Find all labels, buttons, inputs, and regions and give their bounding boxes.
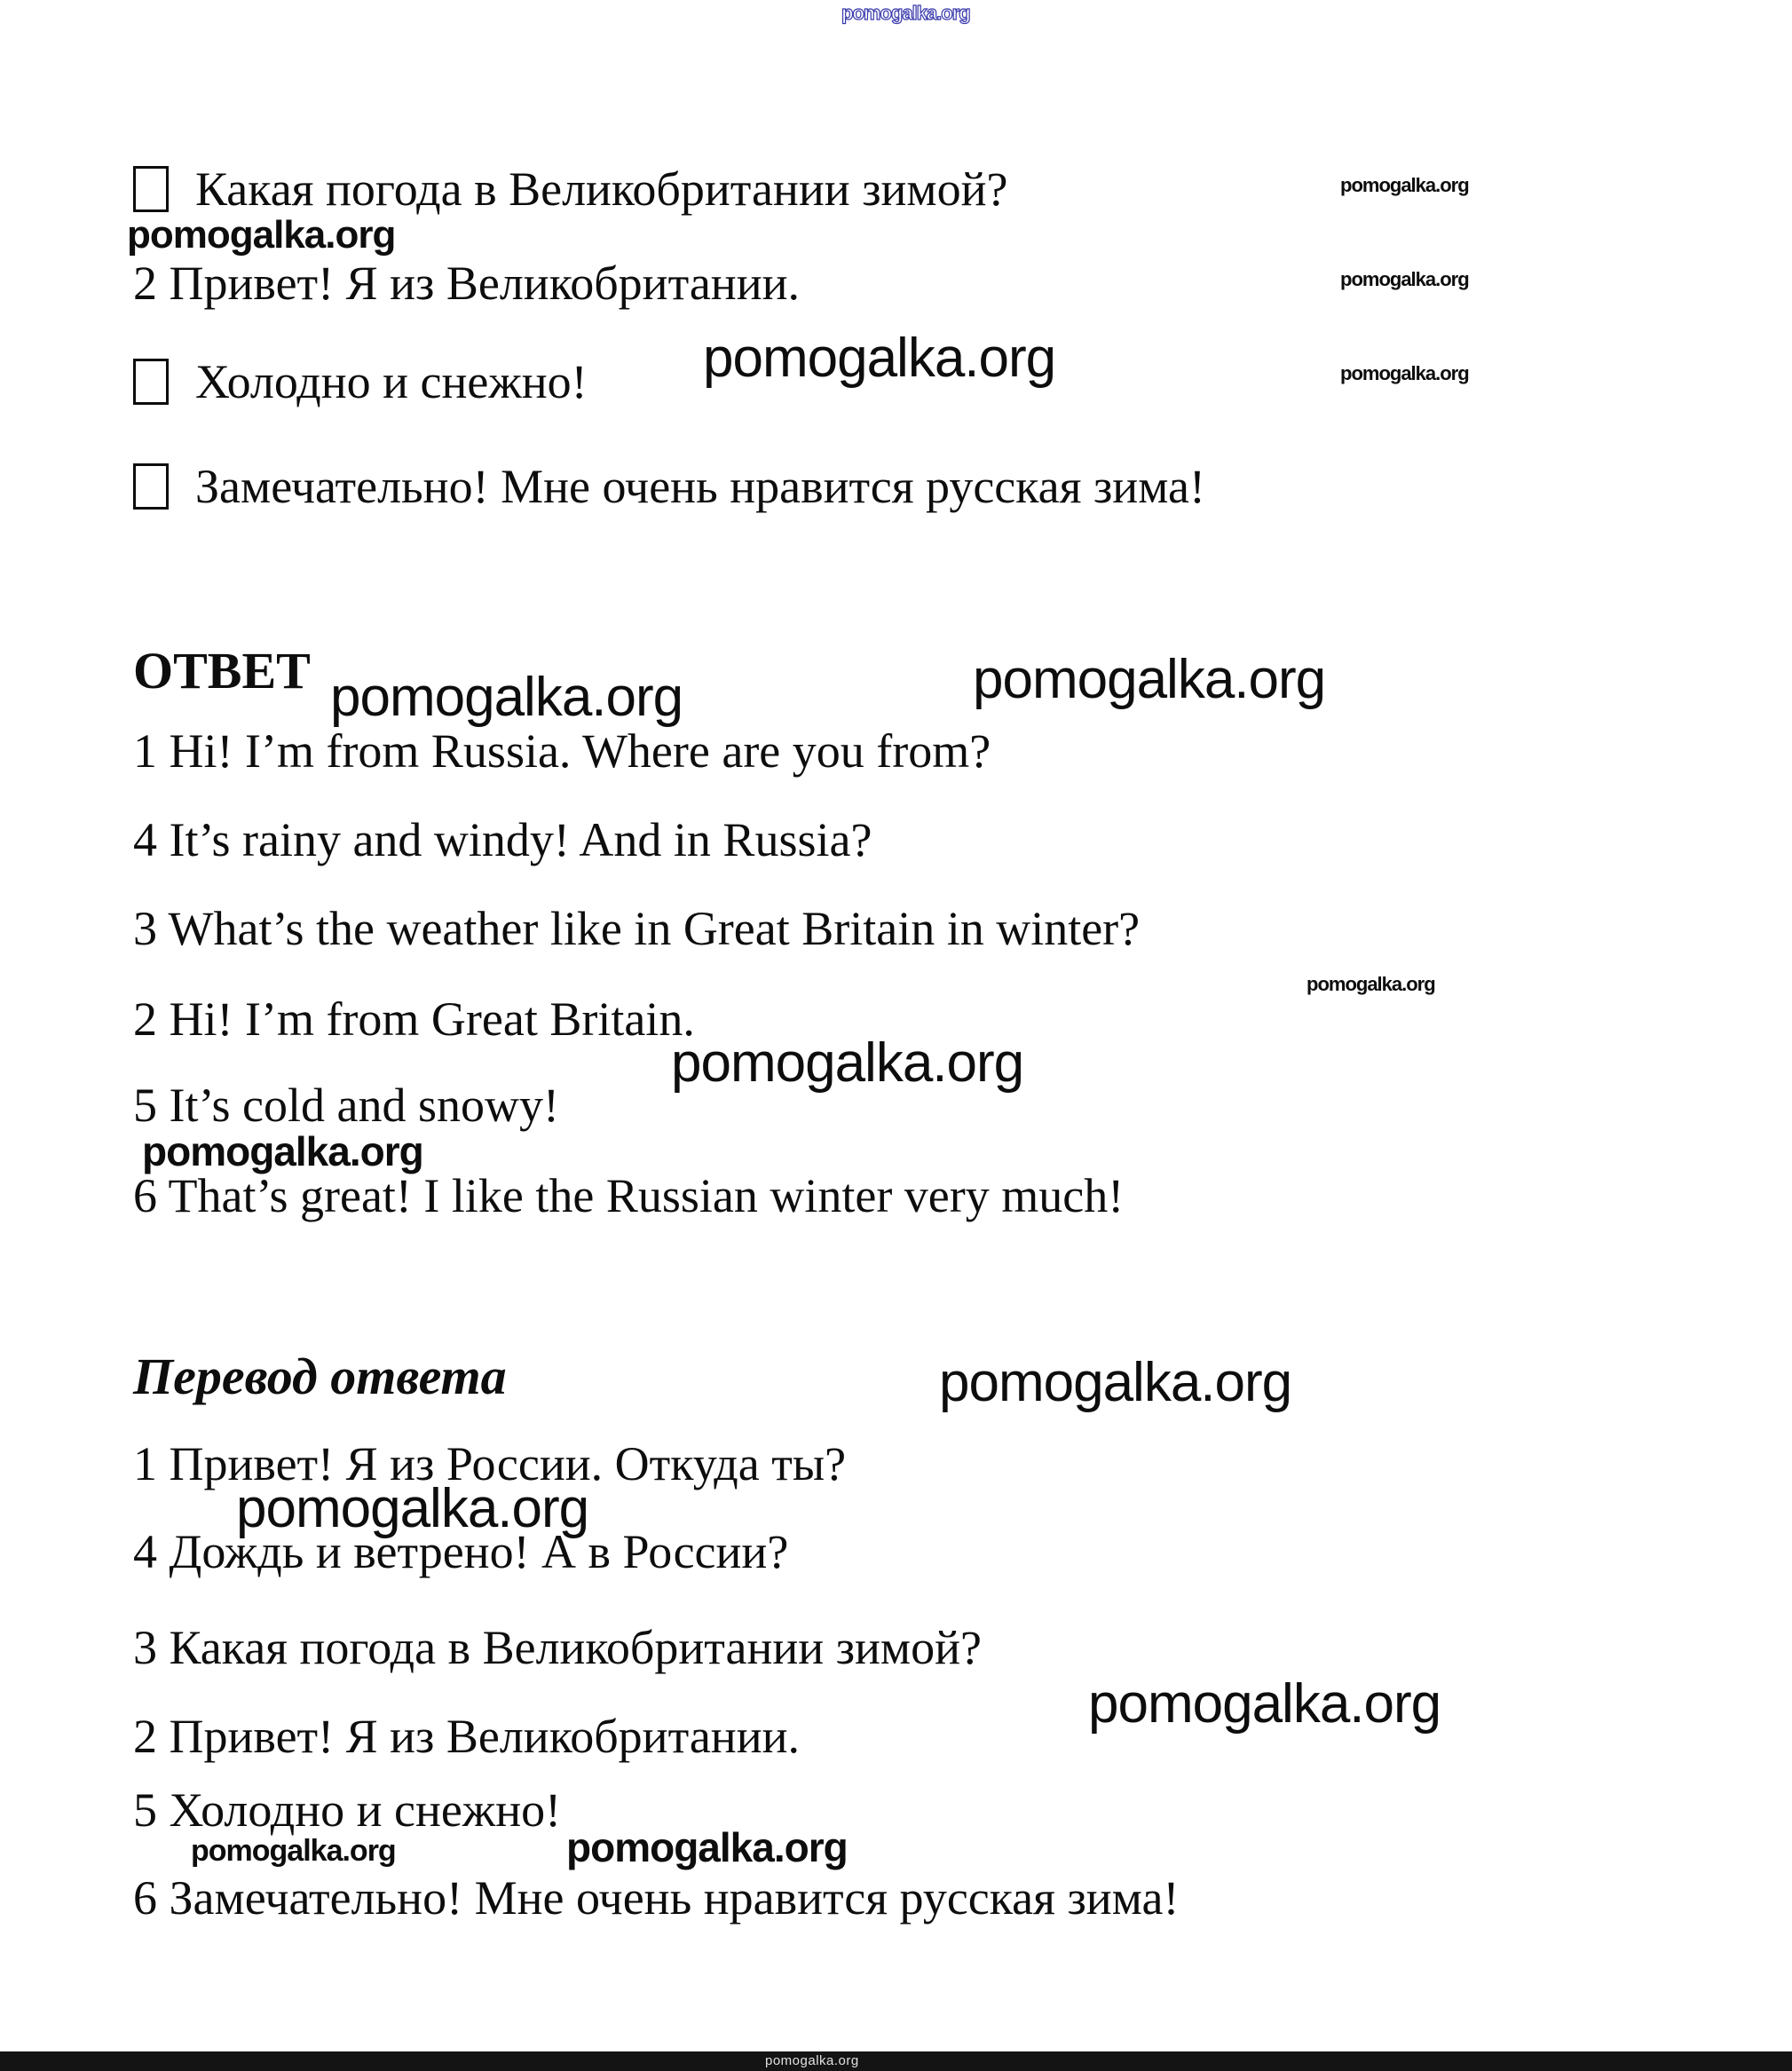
watermark-bottom-small: pomogalka.org	[191, 1834, 396, 1868]
watermark-right-big-1: pomogalka.org	[973, 649, 1326, 710]
watermark-top: pomogalka.org	[841, 2, 970, 24]
dialog-line-text: Какая погода в Великобритании зимой?	[195, 162, 1008, 216]
watermark-left-2: pomogalka.org	[142, 1128, 423, 1174]
answer-line: 4 It’s rainy and windy! And in Russia?	[133, 813, 872, 866]
watermark-inline-big-2: pomogalka.org	[671, 1032, 1024, 1094]
watermark-right-big-2: pomogalka.org	[939, 1352, 1292, 1413]
watermark-right-4: pomogalka.org	[1307, 973, 1435, 995]
watermark-right-big-3: pomogalka.org	[1088, 1673, 1441, 1735]
watermark-after-heading: pomogalka.org	[330, 667, 683, 728]
watermark-right-2: pomogalka.org	[1340, 268, 1469, 290]
dialog-line	[133, 352, 588, 411]
answer-line: 5 It’s cold and snowy!	[133, 1079, 559, 1132]
answer-line: 6 That’s great! I like the Russian winter very much!	[133, 1169, 1125, 1222]
watermark-right-1: pomogalka.org	[1340, 174, 1469, 196]
dialog-line-text: Холодно и снежно!	[195, 355, 588, 408]
checkbox-icon	[133, 463, 169, 510]
translation-line: 3 Какая погода в Великобритании зимой?	[133, 1621, 982, 1674]
watermark-inline-big-3: pomogalka.org	[236, 1478, 589, 1539]
answer-line: 1 Hi! I’m from Russia. Where are you from?	[133, 724, 991, 778]
footer-bar	[0, 2051, 1792, 2071]
dialog-line-text: Замечательно! Мне очень нравится русская зима!	[195, 460, 1205, 513]
checkbox-icon	[133, 166, 169, 212]
answer-line: 3 What’s the weather like in Great Britain in winter?	[133, 902, 1141, 955]
watermark-inline-big-1: pomogalka.org	[703, 328, 1056, 389]
translation-line: 6 Замечательно! Мне очень нравится русская зима!	[133, 1871, 1180, 1925]
answer-heading: ОТВЕТ	[133, 642, 311, 700]
dialog-line	[133, 160, 1007, 218]
checkbox-icon	[133, 359, 169, 405]
dialog-line	[133, 457, 1205, 516]
dialog-line: 2 Привет! Я из Великобритании.	[133, 257, 800, 310]
translation-line: 1 Привет! Я из России. Откуда ты?	[133, 1437, 847, 1490]
translation-line: 4 Дождь и ветрено! А в России?	[133, 1525, 789, 1578]
watermark-bottom-medium: pomogalka.org	[566, 1824, 848, 1870]
answer-line: 2 Hi! I’m from Great Britain.	[133, 992, 695, 1046]
translation-line: 2 Привет! Я из Великобритании.	[133, 1710, 800, 1763]
footer-watermark: pomogalka.org	[765, 2053, 859, 2068]
translation-heading: Перевод ответа	[133, 1348, 507, 1405]
watermark-right-3: pomogalka.org	[1340, 362, 1469, 384]
watermark-left-1: pomogalka.org	[127, 213, 396, 257]
translation-line: 5 Холодно и снежно!	[133, 1783, 562, 1837]
